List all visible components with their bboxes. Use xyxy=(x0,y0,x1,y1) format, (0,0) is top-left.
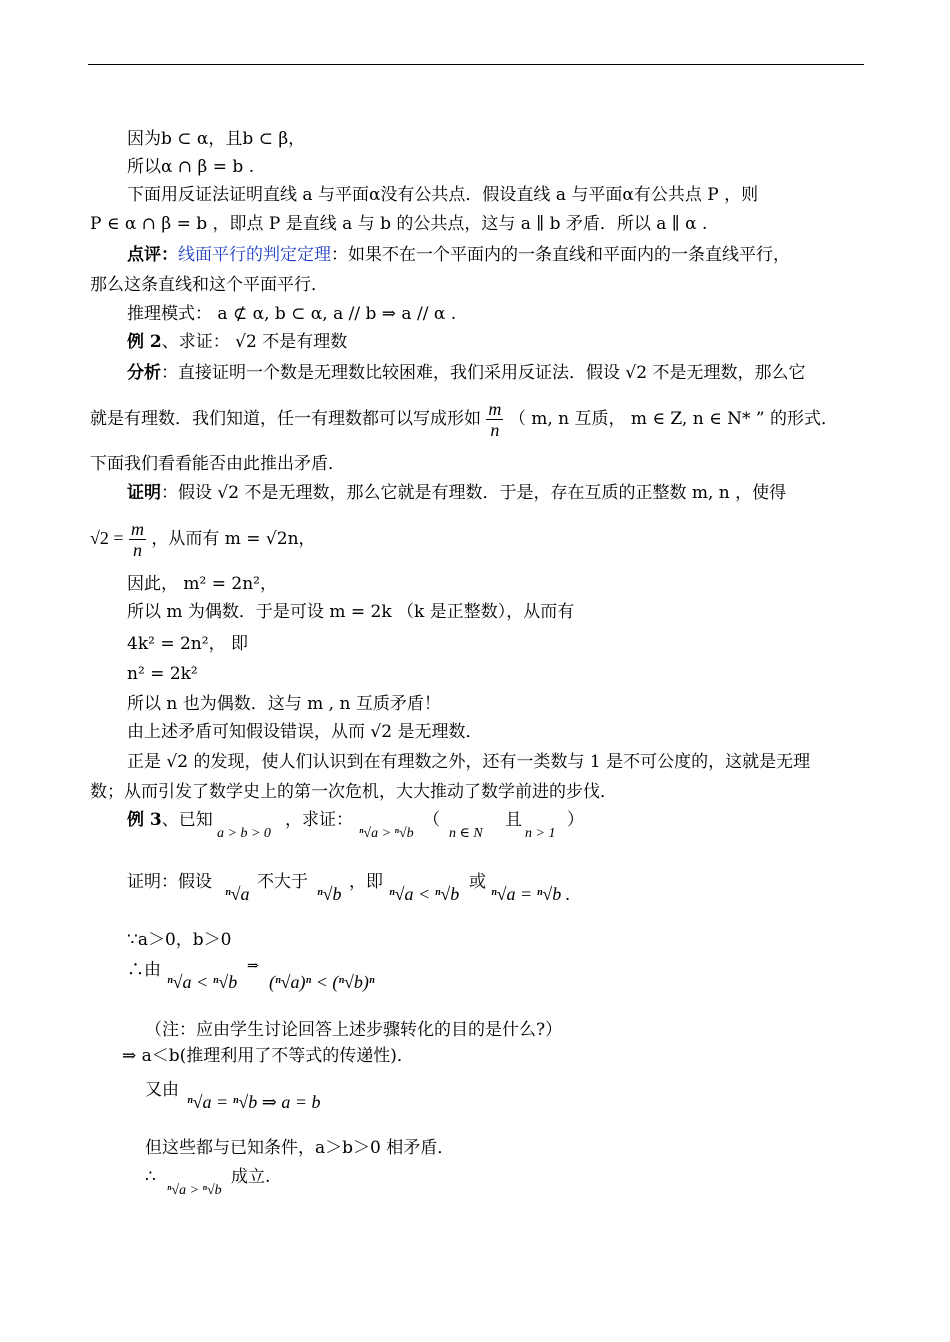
not-greater-text: 不大于 xyxy=(257,872,308,892)
text-line-therefore: 所以α ∩ β = b . xyxy=(127,157,255,177)
hence-line: 因此， m² = 2n²， xyxy=(127,574,277,594)
text-line-because: 因为b ⊂ α，且b ⊂ β， xyxy=(127,129,306,149)
also-line xyxy=(145,1078,545,1118)
theorem-text: ：如果不在一个平面内的一条直线和平面内的一条直线平行， xyxy=(331,245,790,265)
m-even-line: 所以 m 为偶数．于是可设 m = 2k （k 是正整数），从而有 xyxy=(127,602,575,622)
text-line-contradiction: P ∈ α ∩ β = b ，即点 P 是直线 a 与 b 的公共点，这与 a ∥ b 矛盾．所以 a ∥ α . xyxy=(90,214,708,234)
paren-open: （ xyxy=(423,810,440,830)
transitive-line: ⇒ a＜b(推理利用了不等式的传递性)． xyxy=(122,1046,414,1066)
n-even-line: 所以 n 也为偶数．这与 m , n 互质矛盾！ xyxy=(127,694,441,714)
fraction-numerator: m xyxy=(488,399,502,419)
theorem-text-cont: 那么这条直线和这个平面平行． xyxy=(90,275,328,295)
comment-label: 点评： xyxy=(127,245,178,265)
proof-3-line xyxy=(127,870,687,910)
header-rule xyxy=(88,64,864,65)
history-line-cont: 数；从而引发了数学史上的第一次危机，大大推动了数学前进的步伐． xyxy=(90,782,617,802)
example-3-text: 、已知 xyxy=(161,810,213,830)
equation-n2: n² = 2k² xyxy=(127,664,198,684)
proof-text: ：假设 √2 不是无理数，那么它就是有理数．于是，存在互质的正整数 m, n ，使得 xyxy=(161,483,787,503)
since-line: ∵a＞0，b＞0 xyxy=(127,930,232,950)
rational-form-text: 就是有理数．我们知道，任一有理数都可以写成形如 xyxy=(90,409,481,429)
proof-line xyxy=(127,481,786,505)
proof-label: 证明 xyxy=(127,483,161,503)
equation-4k2: 4k² = 2n²， 即 xyxy=(127,634,248,654)
example-3-condition: a > b > 0 xyxy=(217,826,271,841)
thus-line xyxy=(127,958,527,998)
fraction-denominator: n xyxy=(490,420,500,440)
sqrt2-rhs: ，从而有 m = √2n， xyxy=(151,529,316,549)
final-ineq: ⁿ√a > ⁿ√b xyxy=(167,1183,222,1198)
analysis-line xyxy=(127,361,805,385)
implies-arrow: ⇒ xyxy=(247,958,259,974)
example-3-prove: ，求证： xyxy=(285,810,353,830)
analysis-label: 分析 xyxy=(127,363,161,383)
reasoning-pattern: 推理模式： a ⊄ α, b ⊂ α, a // b ⇒ a // α . xyxy=(127,304,457,324)
sqrt2-equation-line xyxy=(90,512,316,565)
example-3-line xyxy=(127,808,627,848)
conclusion-line: 由上述矛盾可知假设错误，从而 √2 是无理数． xyxy=(127,722,483,742)
n-gt-1: n > 1 xyxy=(525,826,556,841)
sqrt2-lhs: √2 = xyxy=(90,528,124,548)
rational-form-text-cont: （ m, n 互质， m ∈ Z, n ∈ N* ” 的形式． xyxy=(508,409,838,429)
final-therefore: ∴ xyxy=(145,1167,156,1187)
and-word: 且 xyxy=(505,810,522,830)
contradiction-line: 但这些都与已知条件，a＞b＞0 相矛盾． xyxy=(145,1138,455,1158)
fraction-numerator-2: m xyxy=(130,519,144,539)
root-a-lt-root-b: ⁿ√a < ⁿ√b xyxy=(389,884,460,904)
example-2-text: 、求证： √2 不是有理数 xyxy=(161,332,348,352)
root-eq-implies: ⁿ√a = ⁿ√b ⇒ a = b xyxy=(187,1092,321,1112)
example-2-line xyxy=(127,330,347,354)
example-3-label: 例 3 xyxy=(127,810,162,830)
proof-3-text: 证明：假设 xyxy=(127,872,212,892)
history-line: 正是 √2 的发现，使人们认识到在有理数之外，还有一类数与 1 是不可公度的，这就是无理 xyxy=(127,752,811,772)
derive-contradiction-line: 下面我们看看能否由此推出矛盾． xyxy=(90,454,345,474)
root-a-eq-root-b: ⁿ√a = ⁿ√b . xyxy=(491,884,571,904)
fraction-m-over-n-2 xyxy=(129,519,146,560)
example-3-inequality: ⁿ√a > ⁿ√b xyxy=(359,826,414,841)
also-text: 又由 xyxy=(145,1080,179,1100)
n-in-N: n ∈ N xyxy=(449,826,483,841)
or-text: 或 xyxy=(469,872,486,892)
fraction-denominator-2: n xyxy=(132,540,142,560)
example-2-label: 例 2 xyxy=(127,332,162,352)
theorem-name: 线面平行的判定定理 xyxy=(178,245,331,265)
note-line: （注：应由学生讨论回答上述步骤转化的目的是什么?） xyxy=(145,1020,563,1040)
text-line-contradiction-setup: 下面用反证法证明直线 a 与平面α没有公共点．假设直线 a 与平面α有公共点 P ，则 xyxy=(127,185,759,205)
final-line xyxy=(145,1165,445,1205)
root-a: ⁿ√a xyxy=(225,884,250,904)
root-b: ⁿ√b xyxy=(317,884,342,904)
namely-text: ，即 xyxy=(349,872,383,892)
comment-line xyxy=(127,243,790,267)
power-ineq: (ⁿ√a)ⁿ < (ⁿ√b)ⁿ xyxy=(269,972,375,992)
final-holds: 成立. xyxy=(231,1167,271,1187)
analysis-text: ：直接证明一个数是无理数比较困难，我们采用反证法．假设 √2 不是无理数，那么它 xyxy=(161,363,806,383)
fraction-m-over-n xyxy=(486,399,503,440)
rational-form-line xyxy=(90,393,838,445)
thus-text: ∴由 xyxy=(127,960,161,980)
root-ineq: ⁿ√a < ⁿ√b xyxy=(167,972,238,992)
paren-close: ） xyxy=(567,810,584,830)
